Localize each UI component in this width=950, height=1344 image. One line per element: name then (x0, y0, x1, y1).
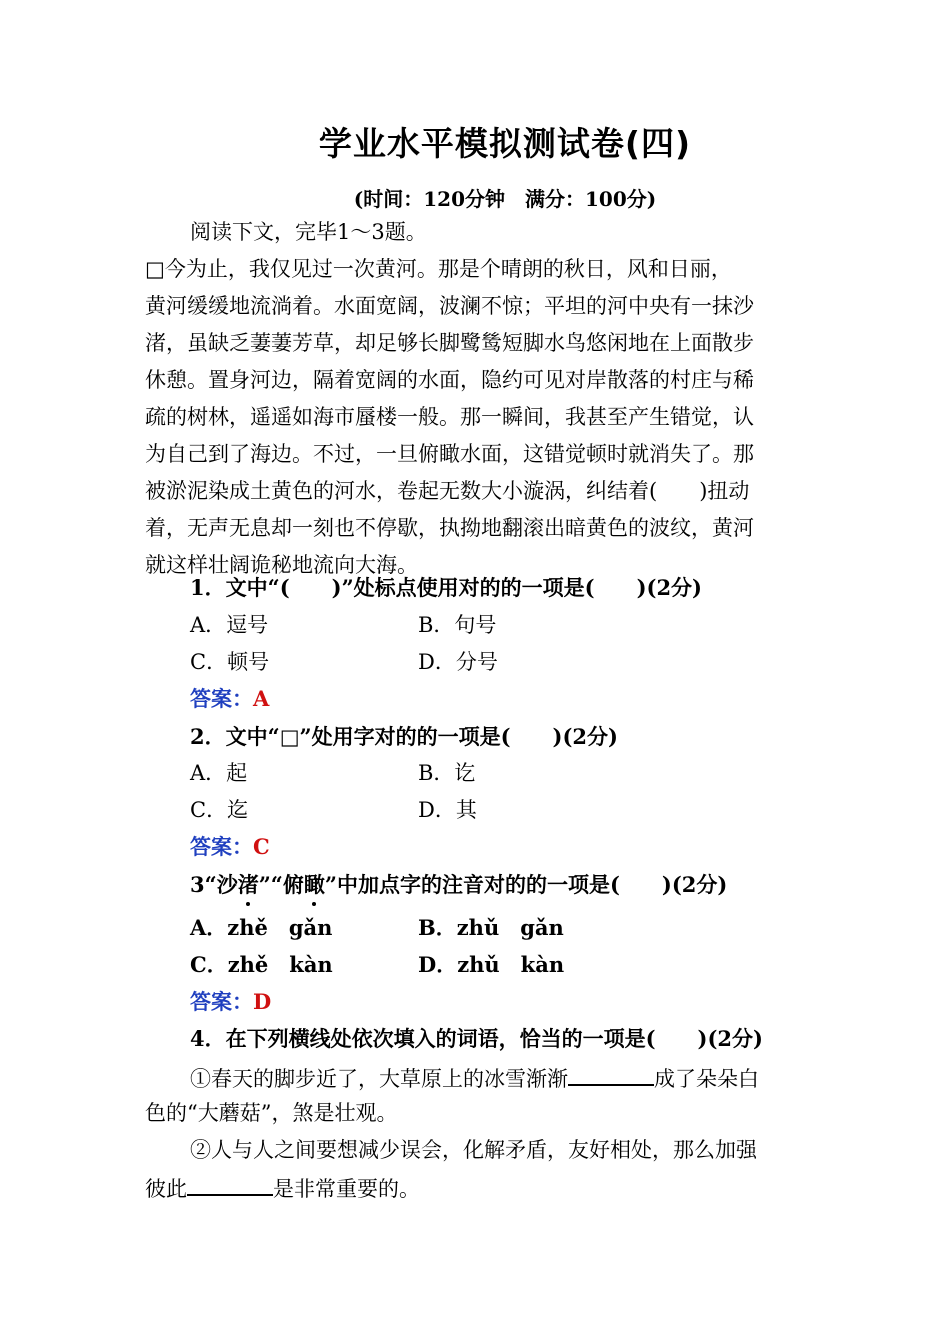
answer-value: A (253, 686, 270, 711)
question-3-option-c: C．zhě kàn (190, 952, 333, 977)
question-2-stem: 2．文中“□”处用字对的的一项是( )(2分) (190, 724, 618, 749)
answer-label: 答案： (190, 687, 253, 711)
passage-line: 着，无声无息却一刻也不停歇，执拗地翻滚出暗黄色的波纹，黄河 (145, 516, 754, 540)
question-2-option-c: C．迄 (190, 798, 249, 822)
page-title: 学业水平模拟测试卷(四) (318, 124, 692, 163)
exam-time-info: (时间：120分钟 满分：100分) (353, 187, 657, 211)
fill-blank[interactable] (187, 1172, 273, 1196)
passage-line: 就这样壮阔诡秘地流向大海。 (145, 553, 418, 577)
question-3-option-a: A．zhě gǎn (190, 915, 333, 940)
question-1-stem: 1．文中“( )”处标点使用对的的一项是( )(2分) (190, 575, 702, 600)
answer-label: 答案： (190, 835, 253, 859)
fill-blank[interactable] (568, 1062, 654, 1086)
passage-line: 渚，虽缺乏萋萋芳草，却足够长脚鹭鸶短脚水鸟悠闲地在上面散步 (145, 331, 754, 355)
question-1-option-a: A．逗号 (190, 613, 269, 637)
reading-instruction: 阅读下文，完毕1～3题。 (190, 220, 427, 244)
question-3-stem: 3“沙渚”“俯瞰”中加点字的注音对的的一项是( )(2分) (190, 870, 727, 900)
answer-label: 答案： (190, 990, 253, 1014)
reading-passage (145, 254, 810, 587)
question-2-option-a: A．起 (190, 761, 248, 785)
question-1-option-b: B．句号 (418, 613, 497, 637)
question-4-item-2-cont: 彼此 是非常重要的。 (145, 1172, 420, 1204)
passage-line: 疏的树林，遥遥如海市蜃楼一般。那一瞬间，我甚至产生错觉，认 (145, 405, 754, 429)
question-1-answer (190, 684, 269, 714)
question-3-answer (190, 987, 271, 1017)
question-3-option-d: D．zhǔ kàn (418, 952, 565, 977)
question-1-option-c: C．顿号 (190, 650, 270, 674)
question-2-option-b: B．讫 (418, 761, 476, 785)
answer-value: D (253, 989, 272, 1014)
question-3-option-b: B．zhǔ gǎn (418, 915, 564, 940)
passage-line: 被淤泥染成土黄色的河水，卷起无数大小漩涡，纠结着( )扭动 (145, 479, 750, 503)
question-4-item-1-cont: 色的“大蘑菇”，煞是壮观。 (145, 1101, 398, 1125)
question-4-item-1: ①春天的脚步近了，大草原上的冰雪渐渐 成了朵朵白 (190, 1062, 759, 1094)
question-2-option-d: D．其 (418, 798, 477, 822)
dotted-char: 瞰 (304, 870, 325, 900)
passage-line: 休憩。置身河边，隔着宽阔的水面，隐约可见对岸散落的村庄与稀 (145, 368, 754, 392)
answer-value: C (253, 834, 270, 859)
passage-line: □今为止，我仅见过一次黄河。那是个晴朗的秋日，风和日丽， (145, 257, 732, 281)
question-2-answer (190, 832, 270, 862)
dotted-char: 渚 (238, 870, 259, 900)
question-4-item-2: ②人与人之间要想减少误会，化解矛盾，友好相处，那么加强 (190, 1138, 757, 1162)
passage-line: 为自己到了海边。不过，一旦俯瞰水面，这错觉顿时就消失了。那 (145, 442, 754, 466)
passage-line: 黄河缓缓地流淌着。水面宽阔，波澜不惊；平坦的河中央有一抹沙 (145, 294, 754, 318)
question-4-stem: 4．在下列横线处依次填入的词语，恰当的一项是( )(2分) (190, 1026, 763, 1051)
question-1-option-d: D．分号 (418, 650, 498, 674)
